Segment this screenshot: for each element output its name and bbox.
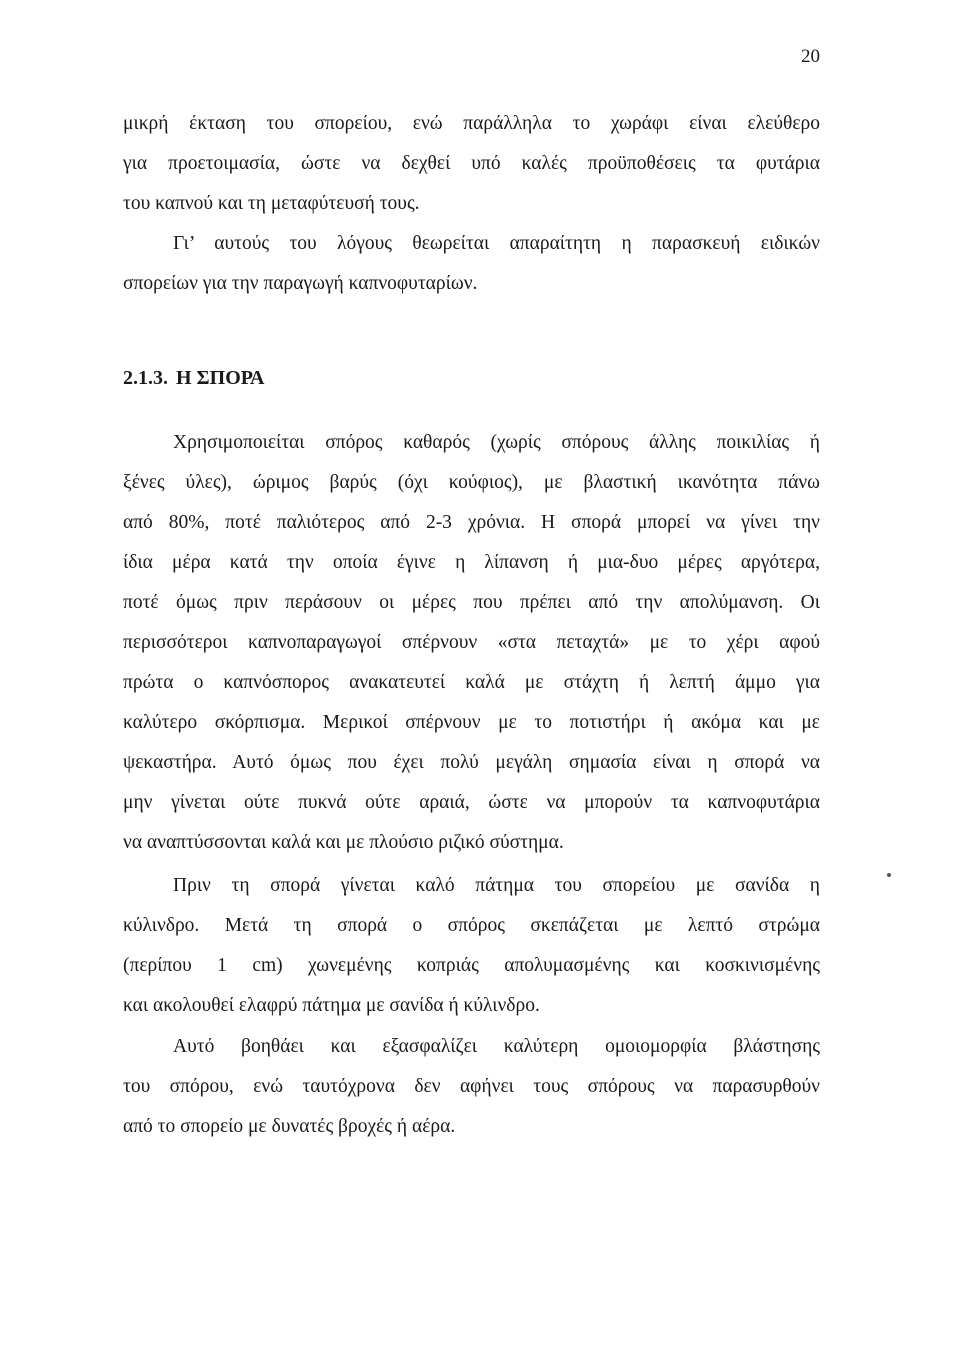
text-line: Χρησιμοποιείται σπόρος καθαρός (χωρίς σπόρους άλλης ποικιλίας ή (173, 432, 820, 453)
text-line: ποτέ όμως πριν περάσουν οι μέρες που πρέπει από την απολύμανση. Οι (123, 592, 820, 613)
section-title: Η ΣΠΟΡΑ (176, 367, 265, 389)
text-line: πρώτα ο καπνόσπορος ανακατευτεί καλά με στάχτη ή λεπτή άμμο για (123, 672, 820, 693)
text-line: κύλινδρο. Μετά τη σπορά ο σπόρος σκεπάζεται με λεπτό στρώμα (123, 915, 820, 936)
text-line: σπορείων για την παραγωγή καπνοφυταρίων. (123, 273, 478, 294)
text-line: Πριν τη σπορά γίνεται καλό πάτημα του σπορείου με σανίδα η (173, 875, 820, 896)
text-line: από το σπορείο με δυνατές βροχές ή αέρα. (123, 1116, 456, 1137)
text-line: του καπνού και τη μεταφύτευσή τους. (123, 193, 420, 214)
section-number: 2.1.3. (123, 367, 168, 389)
paragraph-2 (123, 866, 820, 1026)
text-line: περισσότεροι καπνοπαραγωγοί σπέρνουν «στα πεταχτά» με το χέρι αφού (123, 632, 820, 653)
text-line: καλύτερο σκόρπισμα. Μερικοί σπέρνουν με το ποτιστήρι ή ακόμα και με (123, 712, 820, 733)
section-heading (123, 358, 264, 398)
page-number: 20 (801, 46, 820, 67)
text-line: ξένες ύλες), ώριμος βαρύς (όχι κούφιος), με βλαστική ικανότητα πάνω (123, 472, 820, 493)
intro-paragraph (123, 104, 820, 304)
paragraph-1 (123, 423, 820, 863)
text-line: για προετοιμασία, ώστε να δεχθεί υπό καλές προϋποθέσεις τα φυτάρια (123, 153, 820, 174)
text-line: και ακολουθεί ελαφρύ πάτημα με σανίδα ή κύλινδρο. (123, 995, 540, 1016)
text-line: του σπόρου, ενώ ταυτόχρονα δεν αφήνει τους σπόρους να παρασυρθούν (123, 1076, 820, 1097)
text-line: Αυτό βοηθάει και εξασφαλίζει καλύτερη ομοιομορφία βλάστησης (173, 1036, 820, 1057)
scan-speck (887, 873, 891, 877)
text-line: Γι’ αυτούς του λόγους θεωρείται απαραίτητη η παρασκευή ειδικών (173, 233, 820, 254)
text-line: (περίπου 1 cm) χωνεμένης κοπριάς απολυμασμένης και κοσκινισμένης (123, 955, 820, 976)
text-line: από 80%, ποτέ παλιότερος από 2-3 χρόνια. Η σπορά μπορεί να γίνει την (123, 512, 820, 533)
text-line: μικρή έκταση του σπορείου, ενώ παράλληλα το χωράφι είναι ελεύθερο (123, 113, 820, 134)
text-line: μην γίνεται ούτε πυκνά ούτε αραιά, ώστε να μπορούν τα καπνοφυτάρια (123, 792, 820, 813)
text-line: ψεκαστήρα. Αυτό όμως που έχει πολύ μεγάλη σημασία είναι η σπορά να (123, 752, 820, 773)
text-line: να αναπτύσσονται καλά και με πλούσιο ριζικό σύστημα. (123, 832, 564, 853)
text-line: ίδια μέρα κατά την οποία έγινε η λίπανση ή μια-δυο μέρες αργότερα, (123, 552, 820, 573)
paragraph-3 (123, 1027, 820, 1147)
